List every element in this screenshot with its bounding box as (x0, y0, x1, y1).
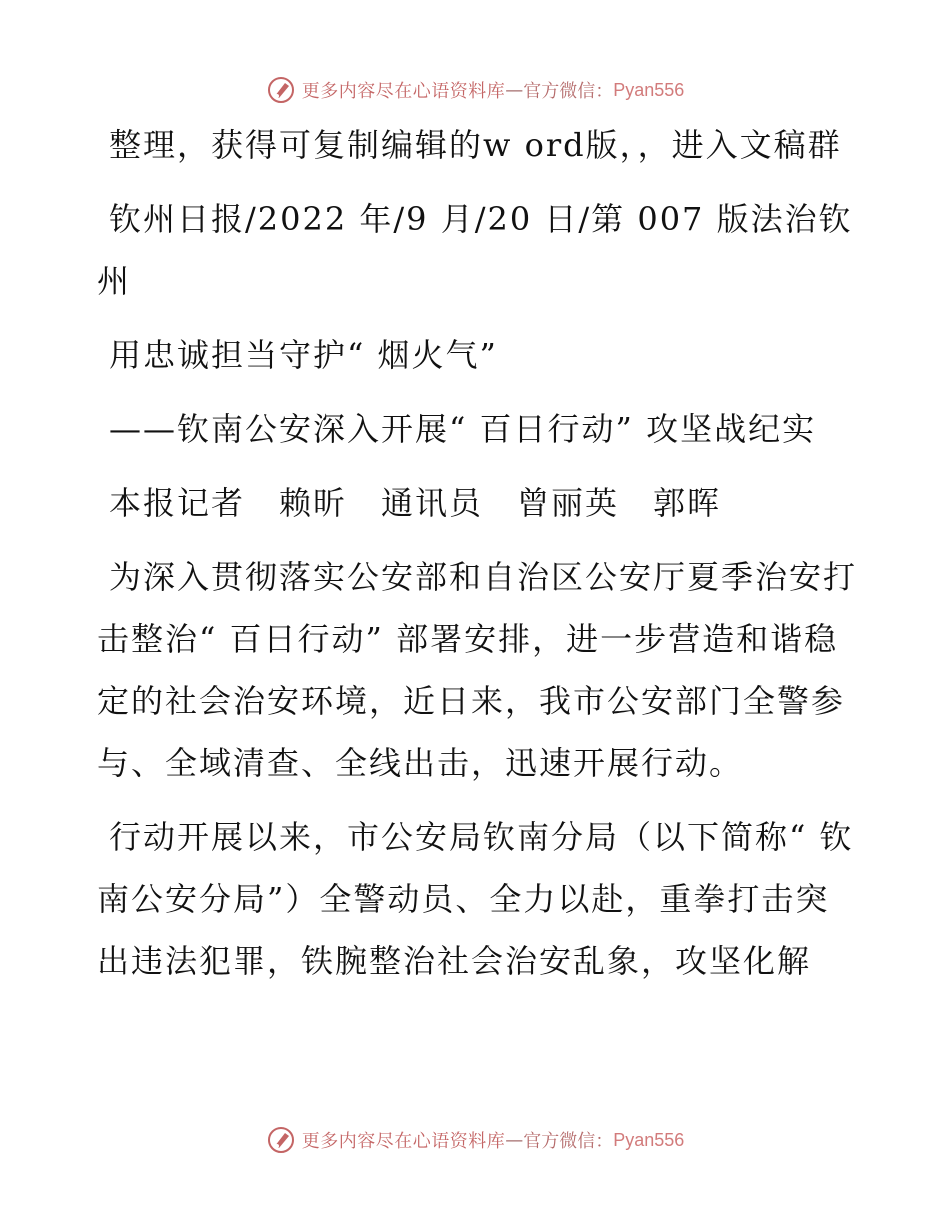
document-body (97, 114, 857, 1004)
watermark-brand-text: 更多内容尽在心语资料库 (301, 1131, 506, 1152)
watermark-banner-bottom (0, 1120, 950, 1160)
watermark-banner-top (0, 70, 950, 110)
document-source-line: 钦州日报/2022 年/9 月/20 日/第 007 版法治钦州 (97, 200, 853, 300)
watermark-brand-text: 更多内容尽在心语资料库 (301, 81, 506, 102)
document-paragraph: 整理，获得可复制编辑的w ord版，，进入文稿群 (109, 126, 842, 164)
document-byline: 本报记者 赖昕 通讯员 曾丽英 郭晖 (109, 484, 722, 522)
pen-nib-circle-icon (266, 75, 296, 105)
watermark-separator: — (505, 79, 524, 101)
document-paragraph: 为深入贯彻落实公安部和自治区公安厅夏季治安打击整治“ 百日行动” 部署安排，进一步营造和谐稳定的社会治安环境，近日来，我市公安部门全警参与、全域清查、全线出击，迅速开展行动。 (97, 558, 858, 782)
document-subheadline: ——钦南公安深入开展“ 百日行动” 攻坚战纪实 (109, 410, 817, 448)
watermark-wechat-id: Pyan556 (613, 1129, 685, 1150)
watermark-separator: — (505, 1129, 524, 1151)
pen-nib-circle-icon (266, 1125, 296, 1155)
watermark-wechat-label: 官方微信： (523, 81, 614, 102)
watermark-wechat-label: 官方微信： (523, 1131, 614, 1152)
document-paragraph: 行动开展以来，市公安局钦南分局（以下简称“ 钦南公安分局”）全警动员、全力以赴，重拳打击突出违法犯罪，铁腕整治社会治安乱象，攻坚化解 (97, 818, 854, 980)
watermark-wechat-id: Pyan556 (613, 79, 685, 100)
document-headline: 用忠诚担当守护“ 烟火气” (109, 336, 498, 374)
